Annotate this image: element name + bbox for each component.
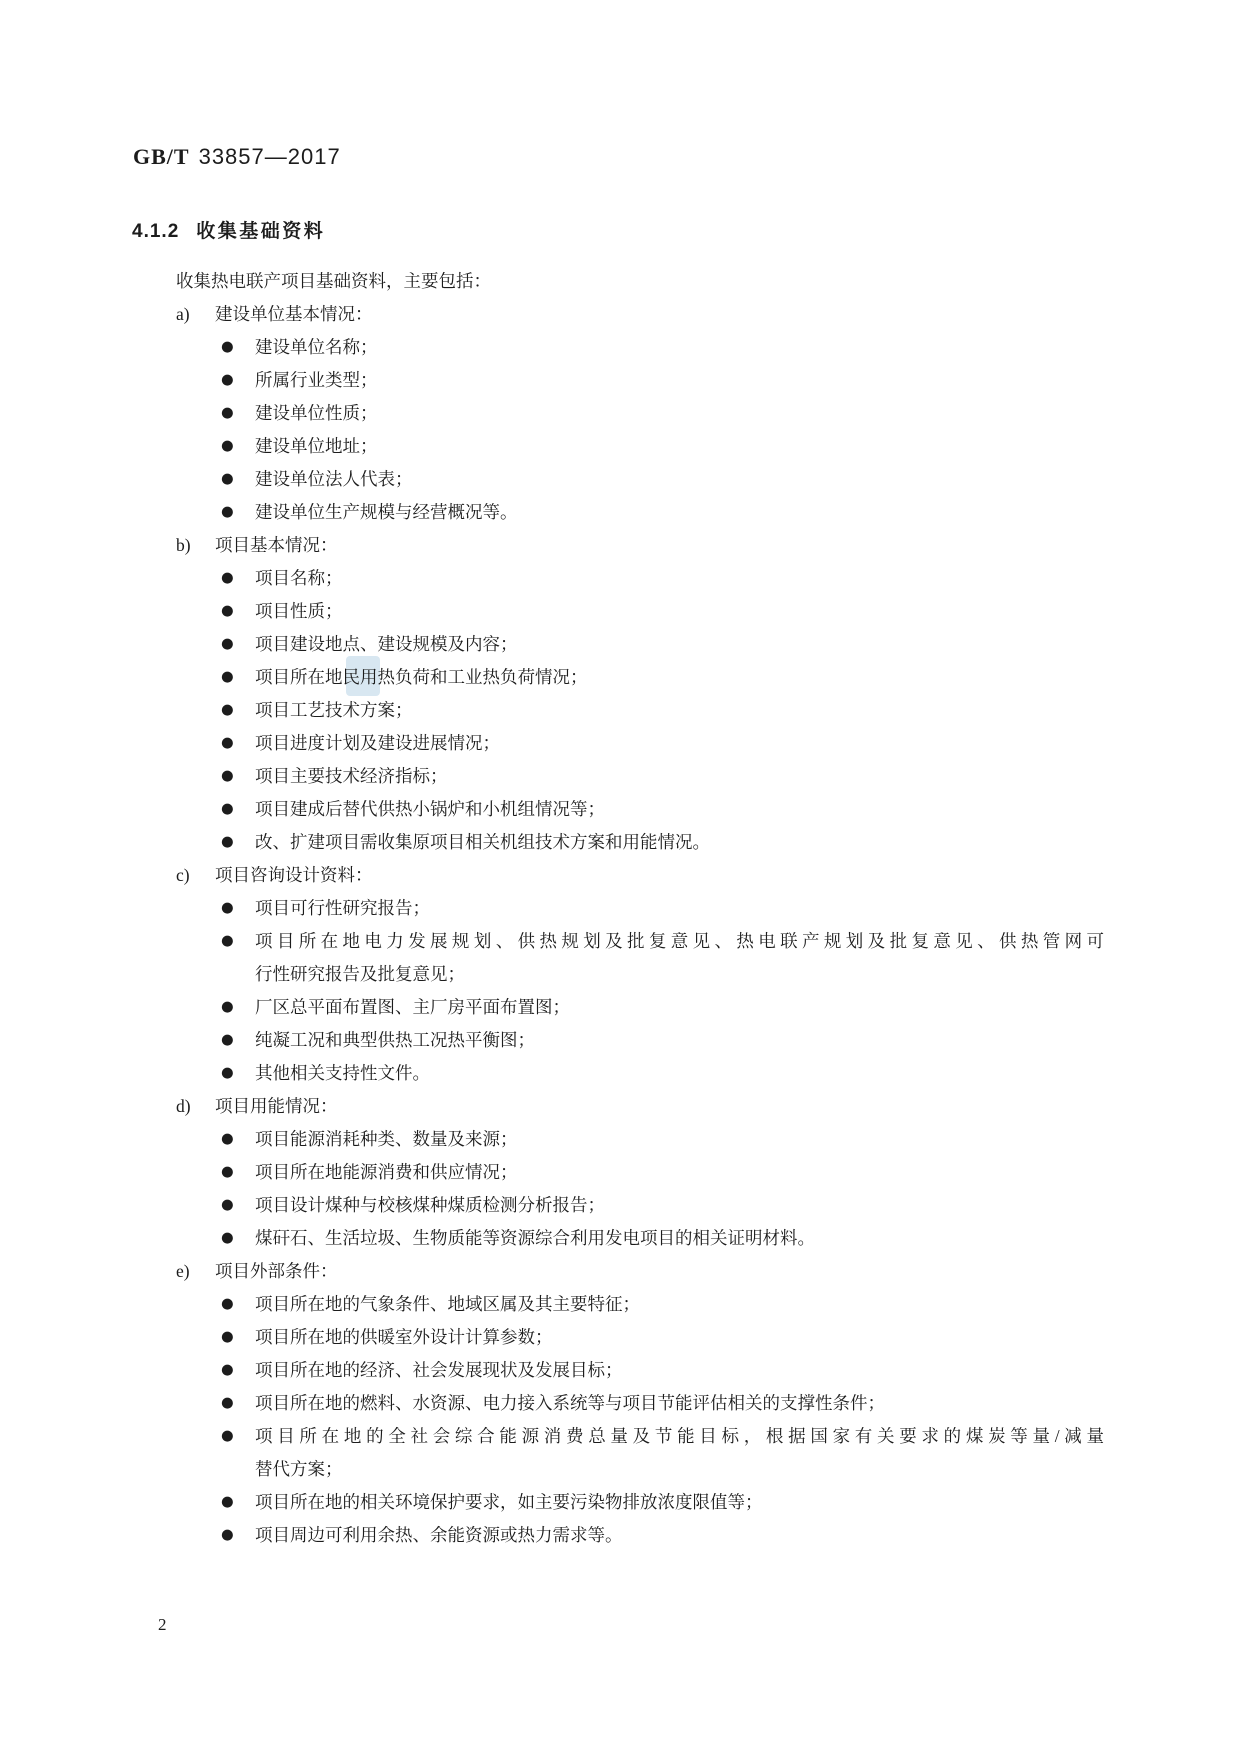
bullet-icon: ● [221, 1032, 234, 1048]
bullet-icon: ● [221, 900, 234, 916]
item-text [255, 628, 1241, 661]
list-item [0, 826, 1241, 859]
group-label: b) [176, 535, 191, 555]
item-text [255, 562, 1241, 595]
intro-paragraph: 收集热电联产项目基础资料，主要包括： [176, 271, 491, 291]
list-group [0, 1255, 1241, 1552]
bullet-icon: ● [221, 603, 234, 619]
item-text [255, 1123, 1241, 1156]
item-line: 煤矸石、生活垃圾、生物质能等资源综合利用发电项目的相关证明材料。 [255, 1228, 815, 1248]
bullet-icon: ● [221, 1362, 234, 1378]
item-line: 项目所在地的气象条件、地域区属及其主要特征； [255, 1294, 640, 1314]
item-text [255, 925, 1241, 991]
item-line: 建设单位生产规模与经营概况等。 [255, 502, 518, 522]
list-item [0, 727, 1241, 760]
group-heading-row [0, 1255, 1241, 1288]
item-line: 项目所在地的相关环境保护要求，如主要污染物排放浓度限值等； [255, 1492, 763, 1512]
item-line: 项目名称； [255, 568, 343, 588]
group-heading-row [0, 298, 1241, 331]
bullet-icon: ● [221, 1428, 234, 1444]
list-group [0, 1090, 1241, 1255]
list-item [0, 595, 1241, 628]
bullet-icon: ● [221, 735, 234, 751]
item-text [255, 1222, 1241, 1255]
group-heading-row [0, 529, 1241, 562]
bullet-icon: ● [221, 801, 234, 817]
page-header [133, 144, 341, 170]
bullet-icon: ● [221, 1395, 234, 1411]
item-text [255, 430, 1241, 463]
bullet-icon: ● [221, 1065, 234, 1081]
item-line: 项目所在地的全社会综合能源消费总量及节能目标，根据国家有关要求的煤炭等量/减量 [255, 1426, 1104, 1446]
list-group [0, 529, 1241, 859]
bullet-icon: ● [221, 405, 234, 421]
bullet-icon: ● [221, 1494, 234, 1510]
item-text [255, 1321, 1241, 1354]
item-line: 项目进度计划及建设进展情况； [255, 733, 500, 753]
item-line: 其他相关支持性文件。 [255, 1063, 430, 1083]
item-text [255, 661, 1241, 694]
group-label: e) [176, 1261, 190, 1281]
item-text [255, 1486, 1241, 1519]
bullet-icon: ● [221, 933, 234, 949]
item-line: 替代方案； [255, 1459, 343, 1479]
item-text [255, 826, 1241, 859]
item-line: 项目周边可利用余热、余能资源或热力需求等。 [255, 1525, 623, 1545]
content-list [0, 298, 1241, 1552]
bullet-icon: ● [221, 570, 234, 586]
list-item [0, 793, 1241, 826]
bullet-icon: ● [221, 1131, 234, 1147]
item-line: 建设单位法人代表； [255, 469, 413, 489]
group-label: c) [176, 865, 190, 885]
bullet-icon: ● [221, 636, 234, 652]
list-item [0, 562, 1241, 595]
group-heading-row [0, 859, 1241, 892]
bullet-icon: ● [221, 1197, 234, 1213]
page-number: 2 [158, 1615, 167, 1634]
bullet-icon: ● [221, 1164, 234, 1180]
group-title: 项目用能情况： [215, 1096, 338, 1116]
bullet-icon: ● [221, 1329, 234, 1345]
content-column [0, 265, 1241, 1552]
item-line: 改、扩建项目需收集原项目相关机组技术方案和用能情况。 [255, 832, 710, 852]
group-title: 项目外部条件： [215, 1261, 338, 1281]
list-item [0, 1057, 1241, 1090]
bullet-icon: ● [221, 834, 234, 850]
list-item [0, 496, 1241, 529]
item-text [255, 793, 1241, 826]
section-heading [132, 218, 325, 245]
item-line: 所属行业类型； [255, 370, 378, 390]
list-item [0, 1420, 1241, 1486]
item-text [255, 1024, 1241, 1057]
item-line: 纯凝工况和典型供热工况热平衡图； [255, 1030, 535, 1050]
item-line: 建设单位名称； [255, 337, 378, 357]
item-line: 项目所在地能源消费和供应情况； [255, 1162, 518, 1182]
item-text [255, 595, 1241, 628]
item-line: 项目所在地的供暖室外设计计算参数； [255, 1327, 553, 1347]
item-text [255, 1420, 1241, 1486]
bullet-icon: ● [221, 669, 234, 685]
list-group [0, 298, 1241, 529]
bullet-icon: ● [221, 372, 234, 388]
group-heading-row [0, 1090, 1241, 1123]
list-item [0, 397, 1241, 430]
item-text [255, 760, 1241, 793]
item-text [255, 1519, 1241, 1552]
standard-code-number: 33857—2017 [198, 144, 341, 169]
item-line: 项目建设地点、建设规模及内容； [255, 634, 518, 654]
list-item [0, 1354, 1241, 1387]
item-line: 项目所在地电力发展规划、供热规划及批复意见、热电联产规划及批复意见、供热管网可 [255, 931, 1104, 951]
bullet-icon: ● [221, 339, 234, 355]
item-line: 项目所在地民用热负荷和工业热负荷情况； [255, 667, 588, 687]
item-line: 行性研究报告及批复意见； [255, 964, 465, 984]
bullet-icon: ● [221, 438, 234, 454]
list-item [0, 364, 1241, 397]
section-number: 4.1.2 [132, 221, 180, 242]
list-item [0, 925, 1241, 991]
item-text [255, 727, 1241, 760]
list-item [0, 1024, 1241, 1057]
list-item [0, 991, 1241, 1024]
list-item [0, 628, 1241, 661]
list-item [0, 694, 1241, 727]
item-text [255, 331, 1241, 364]
bullet-icon: ● [221, 471, 234, 487]
item-text [255, 892, 1241, 925]
group-title: 建设单位基本情况： [215, 304, 373, 324]
item-line: 项目性质； [255, 601, 343, 621]
list-item [0, 463, 1241, 496]
list-group [0, 859, 1241, 1090]
item-line: 项目设计煤种与校核煤种煤质检测分析报告； [255, 1195, 605, 1215]
item-line: 项目所在地的燃料、水资源、电力接入系统等与项目节能评估相关的支撑性条件； [255, 1393, 885, 1413]
list-item [0, 661, 1241, 694]
standard-code-prefix: GB/T [133, 144, 190, 169]
item-line: 厂区总平面布置图、主厂房平面布置图； [255, 997, 570, 1017]
item-line: 项目建成后替代供热小锅炉和小机组情况等； [255, 799, 605, 819]
bullet-icon: ● [221, 1230, 234, 1246]
bullet-icon: ● [221, 504, 234, 520]
item-text [255, 991, 1241, 1024]
bullet-icon: ● [221, 1296, 234, 1312]
list-item [0, 1222, 1241, 1255]
group-label: d) [176, 1096, 191, 1116]
item-text [255, 1189, 1241, 1222]
list-item [0, 1387, 1241, 1420]
item-text [255, 496, 1241, 529]
list-item [0, 331, 1241, 364]
bullet-icon: ● [221, 999, 234, 1015]
list-item [0, 1519, 1241, 1552]
list-item [0, 1156, 1241, 1189]
item-line: 项目可行性研究报告； [255, 898, 430, 918]
item-line: 项目所在地的经济、社会发展现状及发展目标； [255, 1360, 623, 1380]
list-item [0, 1321, 1241, 1354]
item-line: 项目主要技术经济指标； [255, 766, 448, 786]
item-line: 项目工艺技术方案； [255, 700, 413, 720]
bullet-icon: ● [221, 768, 234, 784]
section-title: 收集基础资料 [196, 221, 326, 242]
bullet-icon: ● [221, 1527, 234, 1543]
bullet-icon: ● [221, 702, 234, 718]
group-title: 项目基本情况： [215, 535, 338, 555]
list-item [0, 1288, 1241, 1321]
list-item [0, 1189, 1241, 1222]
item-text [255, 1387, 1241, 1420]
group-title: 项目咨询设计资料： [215, 865, 373, 885]
item-text [255, 397, 1241, 430]
item-text [255, 1156, 1241, 1189]
item-text [255, 364, 1241, 397]
item-text [255, 1057, 1241, 1090]
list-item [0, 892, 1241, 925]
list-item [0, 430, 1241, 463]
list-item [0, 760, 1241, 793]
list-item [0, 1486, 1241, 1519]
item-text [255, 1354, 1241, 1387]
item-line: 项目能源消耗种类、数量及来源； [255, 1129, 518, 1149]
list-item [0, 1123, 1241, 1156]
item-text [255, 694, 1241, 727]
item-text [255, 463, 1241, 496]
item-line: 建设单位地址； [255, 436, 378, 456]
item-line: 建设单位性质； [255, 403, 378, 423]
group-label: a) [176, 304, 190, 324]
item-text [255, 1288, 1241, 1321]
